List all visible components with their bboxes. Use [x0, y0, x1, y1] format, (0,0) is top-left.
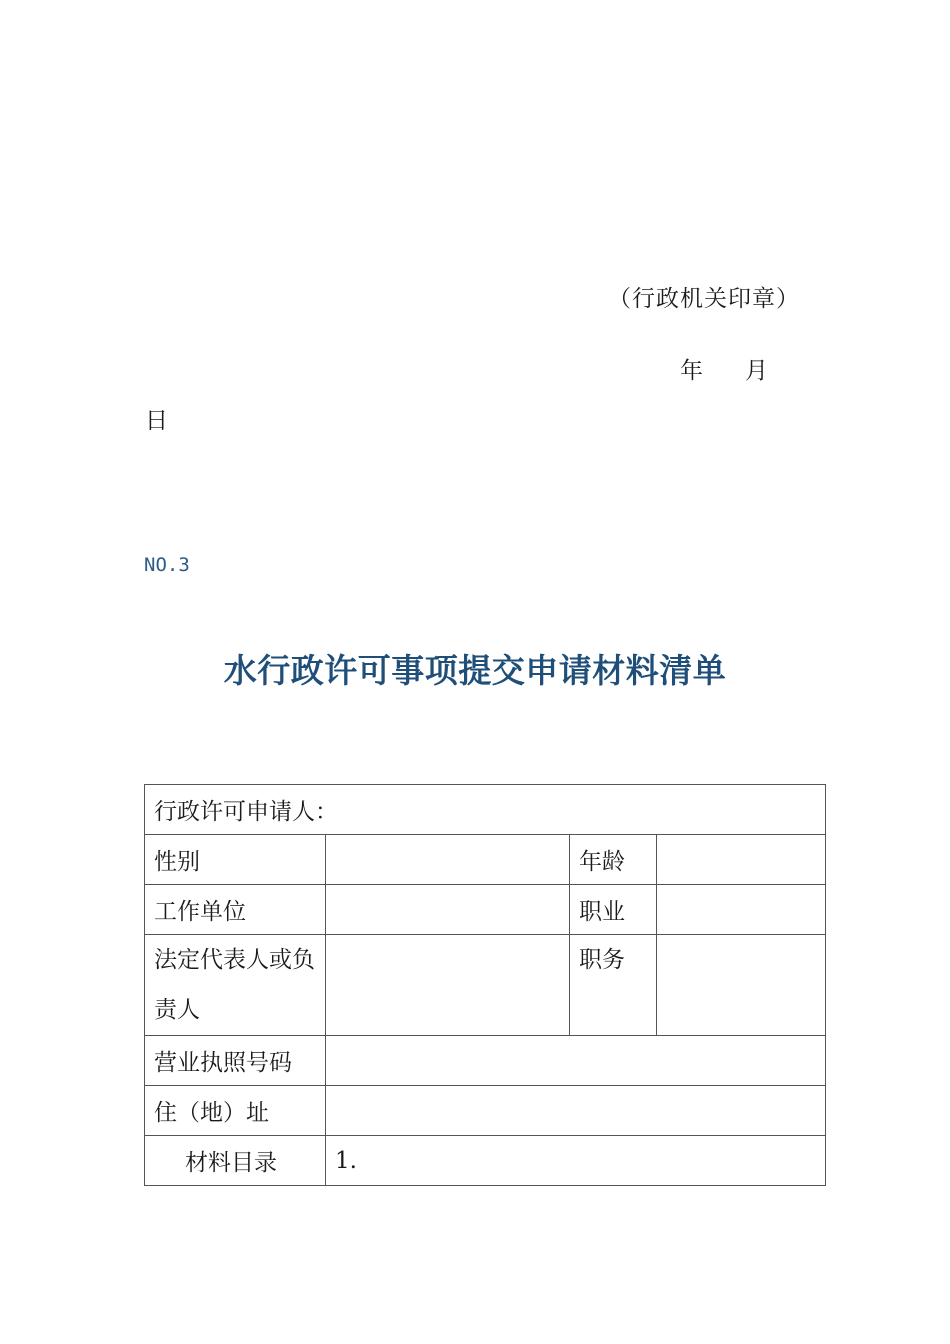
seal-note: （行政机关印章） [608, 286, 800, 312]
position-label: 职务 [570, 935, 657, 1036]
materials-label: 材料目录 [145, 1136, 326, 1186]
document-number: NO.3 [144, 554, 190, 576]
date-year-label: 年 [680, 358, 703, 384]
application-form-table [144, 784, 826, 1186]
legal-rep-position-row [145, 935, 826, 1036]
legal-rep-field[interactable] [326, 935, 570, 1036]
legal-rep-label: 法定代表人或负责人 [145, 935, 326, 1036]
employer-occupation-row [145, 885, 826, 935]
date-month-label: 月 [745, 358, 768, 384]
materials-row [145, 1136, 826, 1186]
employer-label: 工作单位 [145, 885, 326, 935]
gender-age-row [145, 835, 826, 885]
employer-field[interactable] [326, 885, 570, 935]
address-field[interactable] [326, 1086, 826, 1136]
license-row [145, 1036, 826, 1086]
applicant-row [145, 785, 826, 835]
address-label: 住（地）址 [145, 1086, 326, 1136]
age-field[interactable] [657, 835, 826, 885]
applicant-label: 行政许可申请人： [145, 785, 826, 835]
license-label: 营业执照号码 [145, 1036, 326, 1086]
materials-first-item[interactable]: 1. [326, 1136, 826, 1186]
license-field[interactable] [326, 1036, 826, 1086]
gender-field[interactable] [326, 835, 570, 885]
document-title: 水行政许可事项提交申请材料清单 [223, 651, 727, 690]
address-row [145, 1086, 826, 1136]
occupation-label: 职业 [570, 885, 657, 935]
position-field[interactable] [657, 935, 826, 1036]
date-day-label: 日 [145, 408, 168, 434]
age-label: 年龄 [570, 835, 657, 885]
occupation-field[interactable] [657, 885, 826, 935]
gender-label: 性别 [145, 835, 326, 885]
